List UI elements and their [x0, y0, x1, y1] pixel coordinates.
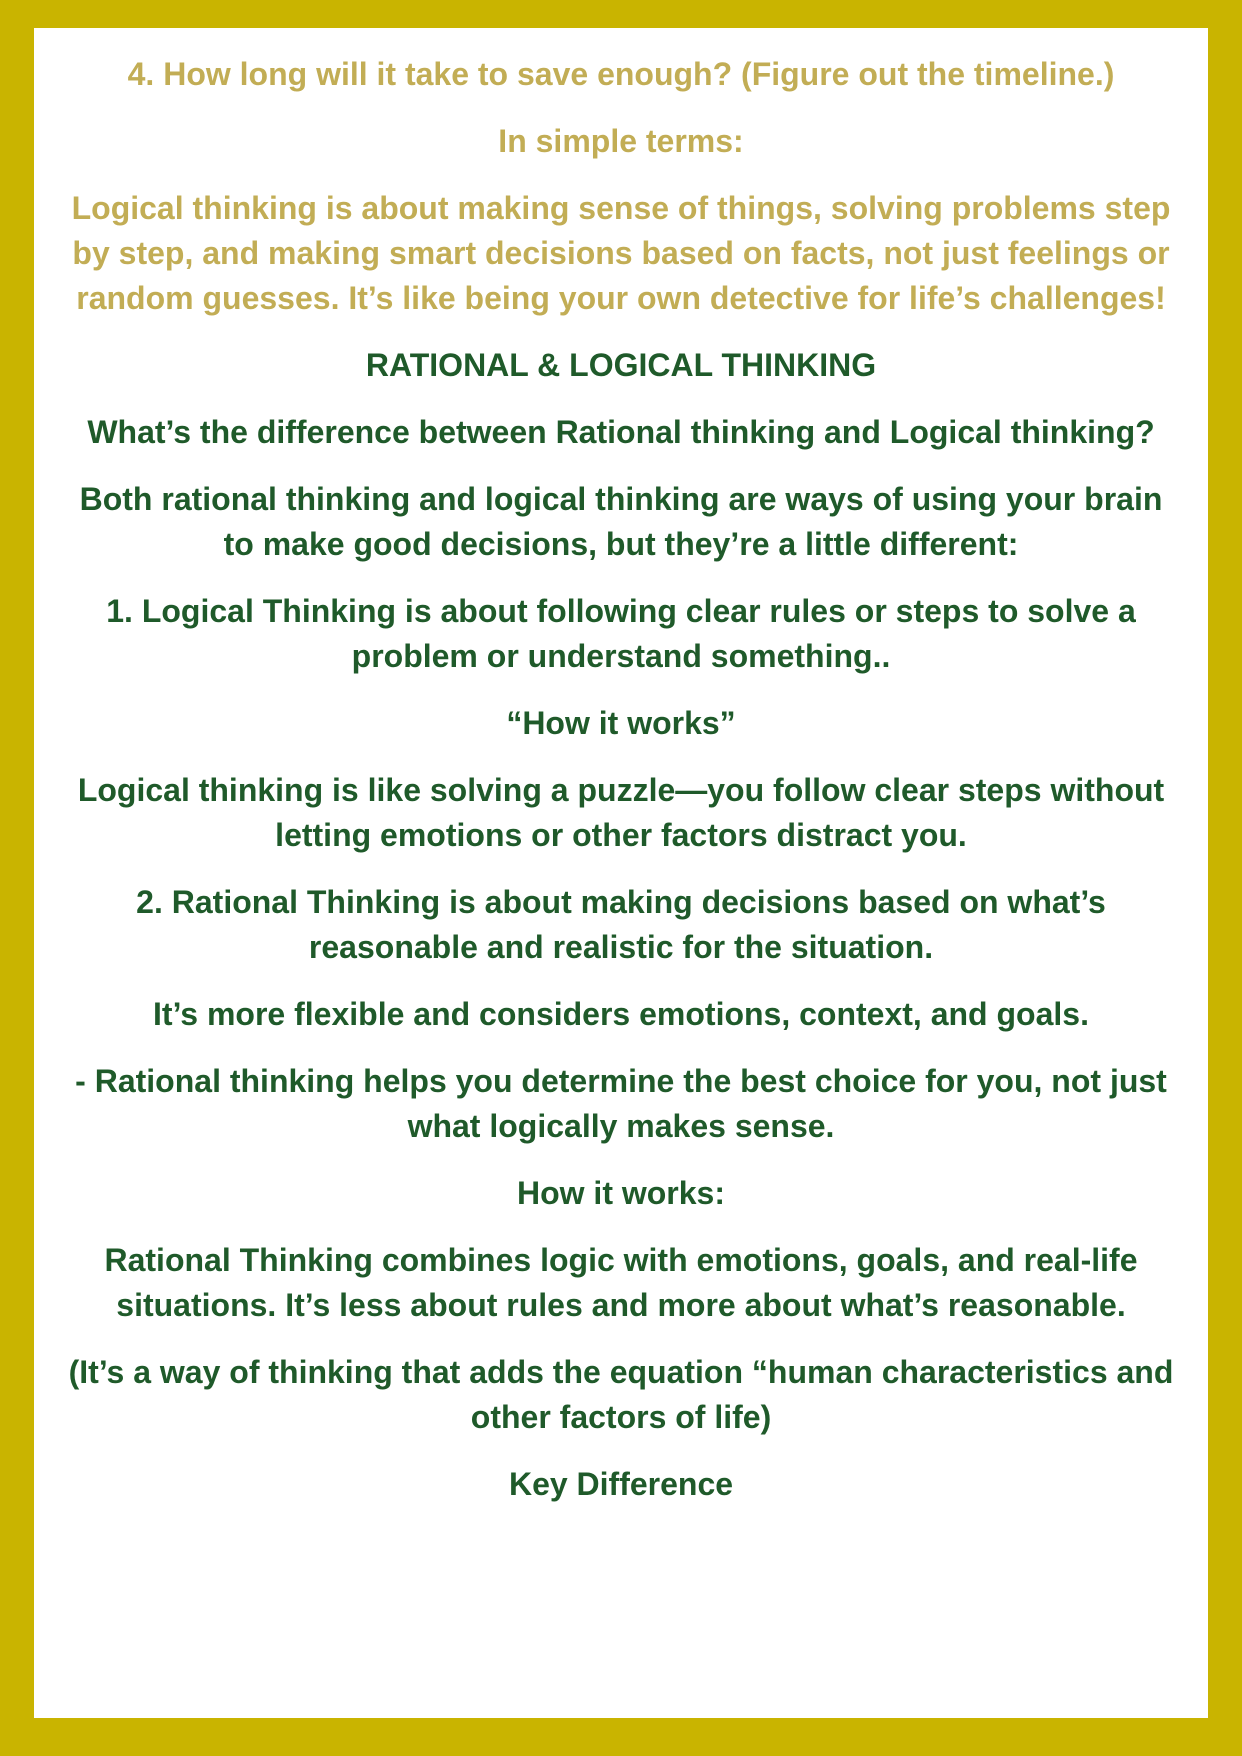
rational-thinking-definition: 2. Rational Thinking is about making decisions based on what’s reasonable and realistic for the situation. [136, 884, 1106, 965]
logical-thinking-definition: 1. Logical Thinking is about following clear rules or steps to solve a problem or understand something.. [106, 593, 1136, 674]
key-difference-heading: Key Difference [508, 1466, 734, 1502]
difference-question: What’s the difference between Rational thinking and Logical thinking? [87, 414, 1155, 450]
document-page [34, 28, 1208, 1718]
simple-terms-heading: In simple terms: [498, 123, 744, 159]
section-title: RATIONAL & LOGICAL THINKING [365, 347, 877, 383]
rational-flexibility-note: It’s more flexible and considers emotions, context, and goals. [153, 996, 1089, 1032]
timeline-question: 4. How long will it take to save enough? (Figure out the timeline.) [127, 56, 1115, 92]
rational-best-choice-note: - Rational thinking helps you determine the best choice for you, not just what logically makes sense. [75, 1063, 1167, 1144]
rational-thinking-explanation: Rational Thinking combines logic with emotions, goals, and real-life situations. It’s less about rules and more about what’s reasonable. [104, 1242, 1138, 1323]
logical-thinking-explanation: Logical thinking is like solving a puzzle—you follow clear steps without letting emotions or other factors distract you. [77, 772, 1165, 853]
how-it-works-quote: “How it works” [506, 705, 736, 741]
human-factors-note: (It’s a way of thinking that adds the equation “human characteristics and other factors of life) [68, 1354, 1174, 1435]
how-it-works-heading: How it works: [516, 1175, 725, 1211]
logical-thinking-summary: Logical thinking is about making sense of things, solving problems step by step, and making smart decisions based on facts, not just feelings or random guesses. It’s like being your own detective for life’s challenges! [71, 190, 1171, 316]
intro-paragraph: Both rational thinking and logical thinking are ways of using your brain to make good decisions, but they’re a little different: [79, 481, 1163, 562]
